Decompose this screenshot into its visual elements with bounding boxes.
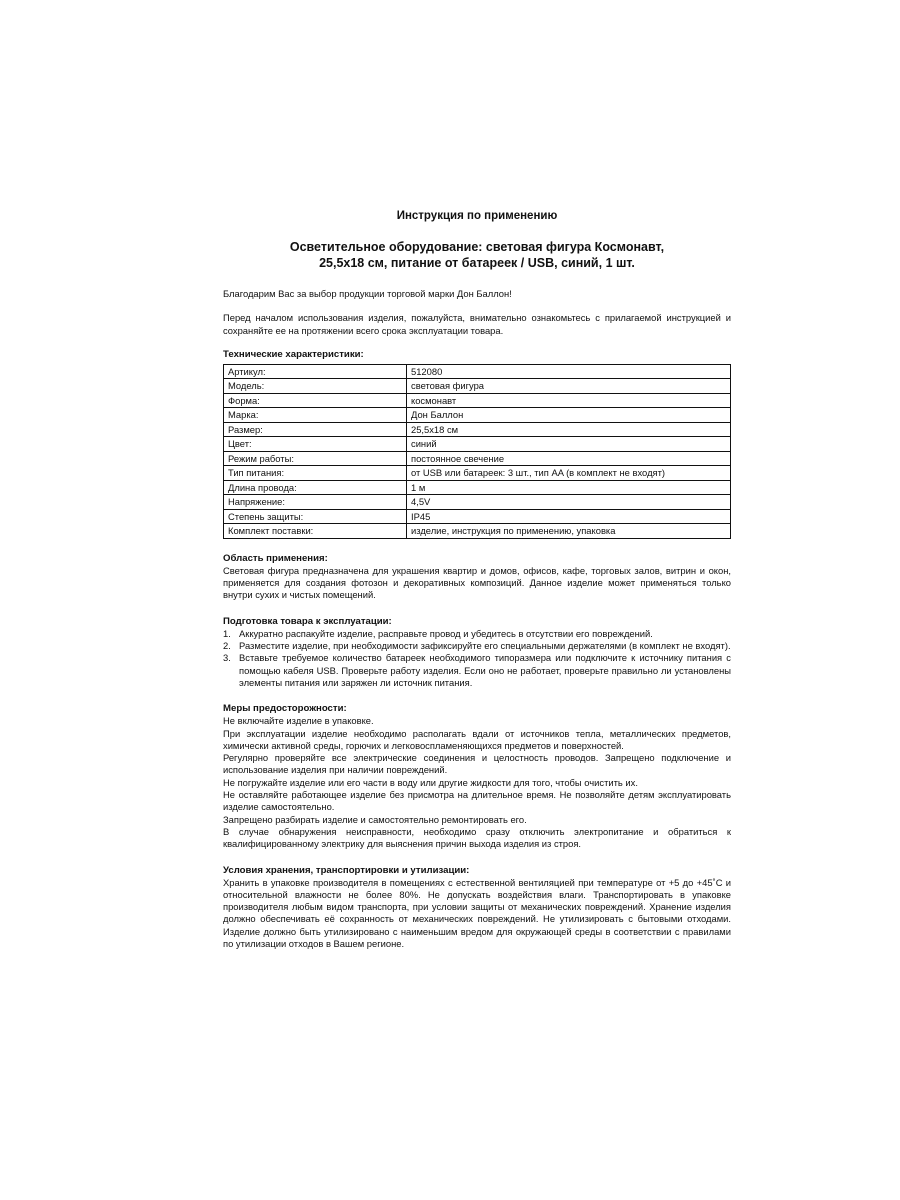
specs-value-cell: синий	[407, 437, 731, 452]
specs-key-cell: Артикул:	[224, 364, 407, 379]
step-text: Разместите изделие, при необходимости зафиксируйте его специальными держателями (в комплект не входят).	[239, 640, 731, 652]
specs-key-cell: Тип питания:	[224, 466, 407, 481]
specs-key-cell: Комплект поставки:	[224, 524, 407, 539]
specs-row	[224, 437, 731, 452]
specs-row	[224, 466, 731, 481]
preparation-step	[223, 652, 731, 689]
precaution-item: Регулярно проверяйте все электрические соединения и целостность проводов. Запрещено подключение и использование изделия при наличии повреждений.	[223, 752, 731, 776]
preparation-step	[223, 628, 731, 640]
specs-value-cell: от USB или батареек: 3 шт., тип AA (в комплект не входят)	[407, 466, 731, 481]
product-title-line-1: Осветительное оборудование: световая фигура Космонавт,	[289, 240, 665, 254]
step-text: Вставьте требуемое количество батареек необходимого типоразмера или подключите к источнику питания с помощью кабеля USB. Проверьте работу изделия. Если оно не работает, проверьте правильно ли установлены элементы питания или заряжен ли источник питания.	[239, 652, 731, 688]
specs-table-body	[224, 364, 731, 538]
preparation-list	[223, 628, 731, 689]
specs-key-cell: Цвет:	[224, 437, 407, 452]
specs-row	[224, 393, 731, 408]
specs-row	[224, 524, 731, 539]
specs-row	[224, 509, 731, 524]
specs-value-cell: 4,5V	[407, 495, 731, 510]
specs-value-cell: 1 м	[407, 480, 731, 495]
specs-value-cell: космонавт	[407, 393, 731, 408]
specs-key-cell: Степень защиты:	[224, 509, 407, 524]
specs-value-cell: IP45	[407, 509, 731, 524]
specs-value-cell: световая фигура	[407, 379, 731, 394]
specs-key-cell: Напряжение:	[224, 495, 407, 510]
usage-heading: Область применения:	[223, 552, 328, 564]
precaution-item: При эксплуатации изделие необходимо располагать вдали от источников тепла, металлических предметов, химически активной среды, горючих и легковоспламеняющихся предметов и поверхностей.	[223, 727, 731, 751]
specs-key-cell: Марка:	[224, 408, 407, 423]
specs-table	[223, 364, 731, 539]
specs-key-cell: Режим работы:	[224, 451, 407, 466]
specs-row	[224, 422, 731, 437]
precaution-item: Запрещено разбирать изделие и самостоятельно ремонтировать его.	[223, 813, 527, 825]
preparation-heading: Подготовка товара к эксплуатации:	[223, 615, 392, 627]
storage-paragraph: Хранить в упаковке производителя в помещениях с естественной вентиляцией при температуре от +5 до +45˚С и относительной влажности не более 80%. Не допускать воздействия влаги. Транспортировать в упаковке производителя любым видом транспорта, при условии защиты от механических повреждений. Хранение изделия должно обеспечивать её сохранность от механических повреждений. Не утилизировать с бытовыми отходами. Изделие должно быть утилизировано с наименьшим вредом для окружающей среды в соответствии с правилами по утилизации отходов в Вашем регионе.	[223, 876, 731, 950]
specs-row	[224, 451, 731, 466]
specs-key-cell: Длина провода:	[224, 480, 407, 495]
thanks-paragraph: Благодарим Вас за выбор продукции торговой марки Дон Баллон!	[223, 288, 512, 299]
specs-row	[224, 408, 731, 423]
intro-paragraph: Перед началом использования изделия, пожалуйста, внимательно ознакомьтесь с прилагаемой инструкцией и сохраняйте ее на протяжении всего срока эксплуатации товара.	[223, 312, 731, 336]
precautions-heading: Меры предосторожности:	[223, 703, 347, 715]
step-number: 2.	[223, 640, 231, 652]
specs-key-cell: Размер:	[224, 422, 407, 437]
document-content	[223, 200, 731, 950]
specs-value-cell: изделие, инструкция по применению, упаковка	[407, 524, 731, 539]
specs-heading: Технические характеристики:	[223, 348, 364, 360]
step-number: 3.	[223, 652, 231, 664]
specs-value-cell: 25,5х18 см	[407, 422, 731, 437]
specs-key-cell: Модель:	[224, 379, 407, 394]
specs-value-cell: Дон Баллон	[407, 408, 731, 423]
specs-row	[224, 480, 731, 495]
usage-paragraph: Световая фигура предназначена для украшения квартир и домов, офисов, кафе, торговых залов, витрин и окон, применяется для создания фотозон и декоративных композиций. Данное изделие может применяться только внутри сухих и чистых помещений.	[223, 564, 731, 601]
specs-row	[224, 364, 731, 379]
precaution-item: Не включайте изделие в упаковке.	[223, 715, 374, 727]
product-title-line-2: 25,5х18 см, питание от батареек / USB, синий, 1 шт.	[319, 256, 635, 270]
specs-value-cell: постоянное свечение	[407, 451, 731, 466]
precaution-item: Не погружайте изделие или его части в воду или другие жидкости для того, чтобы очистить их.	[223, 776, 638, 788]
specs-row	[224, 379, 731, 394]
step-number: 1.	[223, 627, 231, 639]
document-title: Инструкция по применению	[396, 210, 558, 222]
product-title	[223, 239, 731, 271]
precaution-item: Не оставляйте работающее изделие без присмотра на длительное время. Не позволяйте детям эксплуатировать изделие самостоятельно.	[223, 789, 731, 813]
specs-key-cell: Форма:	[224, 393, 407, 408]
step-text: Аккуратно распакуйте изделие, расправьте провод и убедитесь в отсутствии его повреждений.	[239, 627, 653, 639]
specs-row	[224, 495, 731, 510]
storage-heading: Условия хранения, транспортировки и утилизации:	[223, 864, 470, 876]
preparation-step	[223, 640, 731, 652]
precautions-list	[223, 715, 731, 850]
precaution-item: В случае обнаружения неисправности, необходимо сразу отключить электропитание и обратиться к квалифицированному электрику для выяснения причин выхода изделия из строя.	[223, 825, 731, 850]
specs-value-cell: 512080	[407, 364, 731, 379]
